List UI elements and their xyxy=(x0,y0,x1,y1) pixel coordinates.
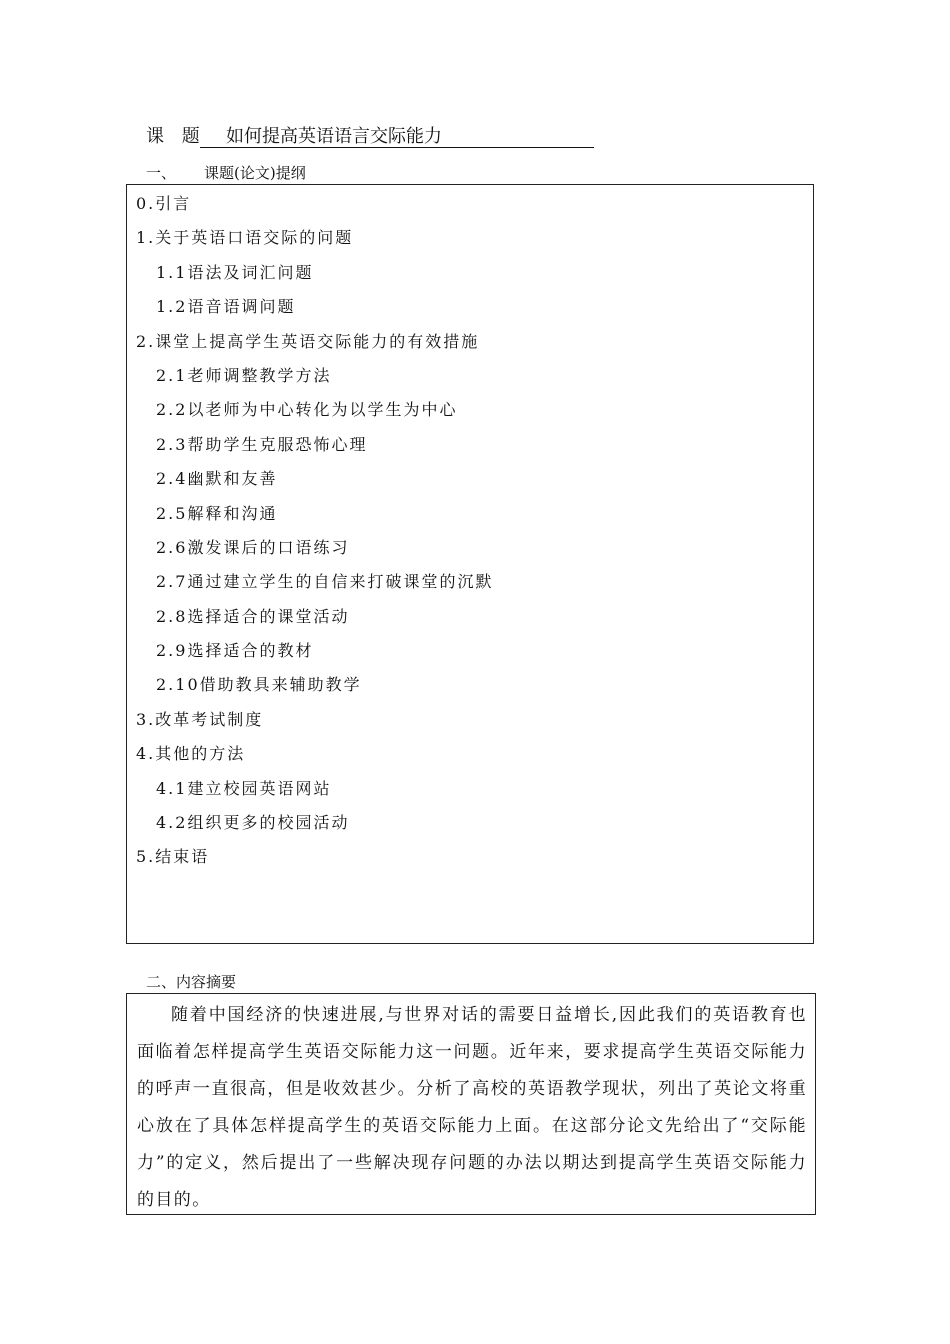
outline-item: 2.2以老师为中心转化为以学生为中心 xyxy=(156,400,458,420)
outline-item: 2.5解释和沟通 xyxy=(156,503,278,523)
outline-item: 5.结束语 xyxy=(136,847,210,867)
outline-item: 1.关于英语口语交际的问题 xyxy=(136,228,354,248)
outline-item: 0.引言 xyxy=(136,194,192,213)
outline-item: 2.10借助教具来辅助教学 xyxy=(156,675,362,695)
outline-item: 4.2组织更多的校园活动 xyxy=(156,813,350,833)
outline-heading-number: 一、 xyxy=(146,164,177,182)
outline-item: 2.7通过建立学生的自信来打破课堂的沉默 xyxy=(156,572,494,592)
outline-item: 1.1语法及词汇问题 xyxy=(156,262,314,282)
outline-item: 2.6激发课后的口语练习 xyxy=(156,537,350,557)
outline-item: 2.4幽默和友善 xyxy=(156,469,278,489)
outline-item: 1.2语音语调问题 xyxy=(156,297,296,317)
outline-heading xyxy=(146,164,306,182)
outline-item: 4.1建立校园英语网站 xyxy=(156,778,332,798)
abstract-text: 随着中国经济的快速进展,与世界对话的需要日益增长,因此我们的英语教育也面临着怎样提高学生英语交际能力这一问题。近年来，要求提高学生英语交际能力的呼声一直很高，但是收效甚少。分析了高校的英语教学现状，列出了英论文将重心放在了具体怎样提高学生的英语交际能力上面。在这部分论文先给出了“交际能力”的定义，然后提出了一些解决现存问题的办法以期达到提高学生英语交际能力的目的。 xyxy=(137,1005,807,1210)
topic-title xyxy=(146,124,596,150)
outline-item: 2.9选择适合的教材 xyxy=(156,641,314,661)
abstract-box xyxy=(126,993,816,1215)
topic-label: 课 题 xyxy=(146,126,206,147)
outline-item: 2.3帮助学生克服恐怖心理 xyxy=(156,434,368,454)
outline-item: 3.改革考试制度 xyxy=(136,709,264,729)
outline-list xyxy=(136,189,493,877)
outline-item: 2.课堂上提高学生英语交际能力的有效措施 xyxy=(136,331,480,351)
outline-item: 4.其他的方法 xyxy=(136,744,246,764)
outline-item: 2.1老师调整教学方法 xyxy=(156,365,332,385)
abstract-heading: 二、内容摘要 xyxy=(146,973,237,991)
topic-value: 如何提高英语语言交际能力 xyxy=(200,124,594,148)
outline-box xyxy=(126,184,814,944)
outline-heading-text: 课题(论文)提纲 xyxy=(204,164,306,182)
outline-item: 2.8选择适合的课堂活动 xyxy=(156,606,350,626)
